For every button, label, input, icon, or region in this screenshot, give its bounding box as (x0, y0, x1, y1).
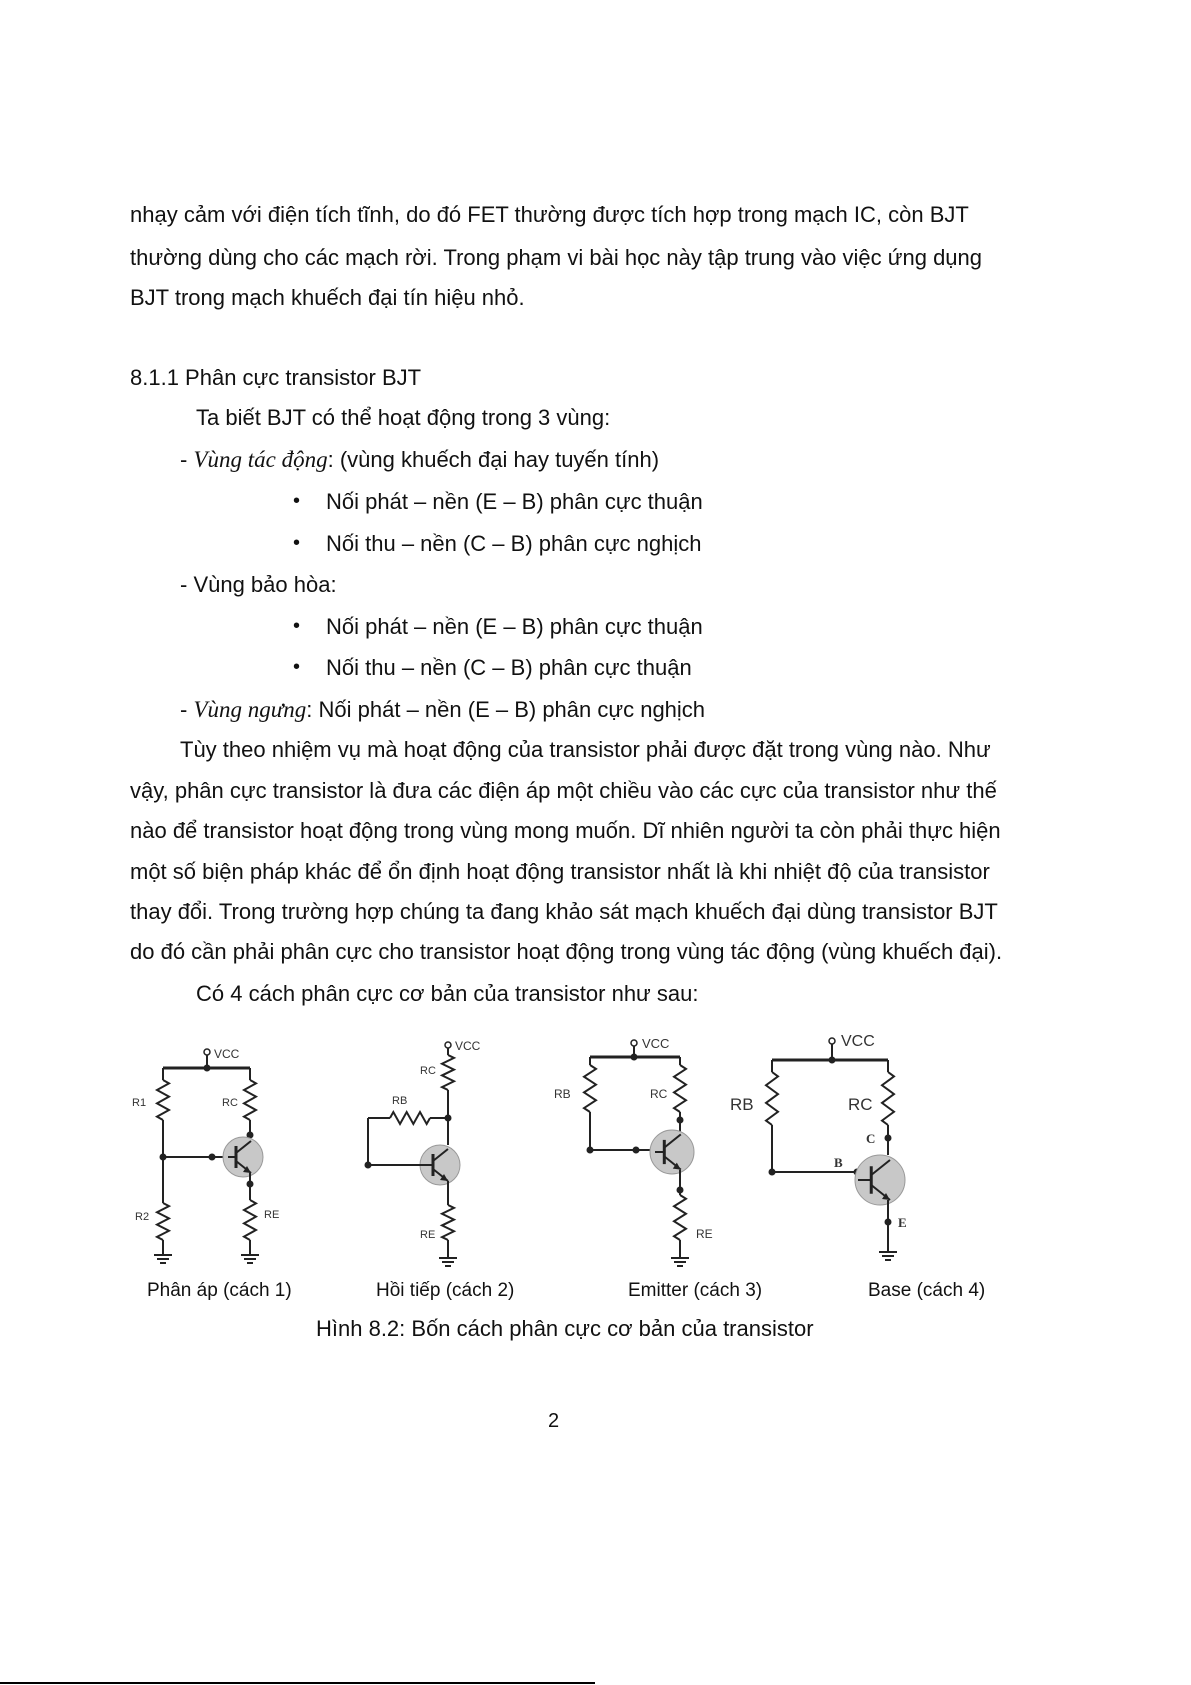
vcc-terminal-icon (631, 1040, 637, 1046)
circuit-label-r2: R2 (135, 1211, 150, 1223)
caption-emitter: Emitter (cách 3) (628, 1280, 763, 1301)
bias-line-6: do đó cần phải phân cực cho transistor hoạt động trong vùng tác động (vùng khuếch đại). (130, 939, 1003, 964)
caption-feedback: Hồi tiếp (cách 2) (376, 1280, 515, 1301)
resistor-icon (674, 1195, 686, 1240)
region-name: Vùng tác động (193, 447, 328, 472)
vcc-terminal-icon (204, 1049, 210, 1055)
junction-dot (677, 1117, 684, 1124)
resistor-icon (157, 1080, 169, 1120)
resistor-icon (766, 1072, 778, 1125)
bias-line-1: Tùy theo nhiệm vụ mà hoạt động của transistor phải được đặt trong vùng nào. Như (180, 737, 991, 762)
circuit-label-vcc: VCC (455, 1039, 481, 1053)
circuit-label-rc: RC (848, 1095, 873, 1114)
intro-line-2: thường dùng cho các mạch rời. Trong phạm vi bài học này tập trung vào việc ứng dụng (130, 245, 983, 270)
bullet-icon: • (293, 532, 301, 554)
bullet-icon: • (293, 656, 301, 678)
bullet-icon: • (293, 615, 301, 637)
circuit-label-rc: RC (222, 1097, 238, 1109)
circuit-label-re: RE (696, 1227, 713, 1241)
saturation-region-heading: - Vùng bảo hòa: (180, 572, 337, 597)
resistor-icon (674, 1065, 686, 1112)
vcc-terminal-icon (445, 1042, 451, 1048)
resistor-icon (882, 1072, 894, 1125)
circuit-label-rb: RB (392, 1095, 408, 1107)
region-name: Vùng ngưng (193, 697, 307, 722)
circuit-label-vcc: VCC (841, 1033, 875, 1050)
footer-rule (0, 1682, 595, 1684)
region-desc: : Nối phát – nền (E – B) phân cực nghịch (306, 697, 706, 722)
circuit-label-c: C (866, 1131, 876, 1146)
bullet-item: Nối thu – nền (C – B) phân cực nghịch (326, 531, 702, 556)
section-heading: 8.1.1 Phân cực transistor BJT (130, 365, 422, 390)
circuit-label-e: E (898, 1215, 907, 1230)
junction-dot (677, 1187, 684, 1194)
bias-line-2: vậy, phân cực transistor là đưa các điện áp một chiều vào các cực của transistor như thế (130, 778, 997, 803)
caption-voltage-divider: Phân áp (cách 1) (147, 1280, 292, 1301)
resistor-icon (442, 1205, 454, 1240)
dash: - (180, 697, 194, 722)
circuit-label-vcc: VCC (214, 1047, 240, 1061)
resistor-icon (442, 1055, 454, 1090)
bullet-icon: • (293, 490, 301, 512)
bullet-item: Nối thu – nền (C – B) phân cực thuận (326, 655, 692, 680)
junction-dot (885, 1219, 892, 1226)
bias-line-5: thay đổi. Trong trường hợp chúng ta đang khảo sát mạch khuếch đại dùng transistor BJT (130, 899, 998, 924)
resistor-icon (157, 1203, 169, 1240)
resistor-icon (390, 1112, 430, 1124)
circuit-label-re: RE (420, 1229, 436, 1241)
page-number: 2 (548, 1410, 560, 1432)
circuit-label-rc: RC (650, 1087, 668, 1101)
junction-dot (885, 1135, 892, 1142)
junction-dot (631, 1054, 638, 1061)
bias-line-3: nào để transistor hoạt động trong vùng mong muốn. Dĩ nhiên người ta còn phải thực hiện (130, 818, 1001, 843)
intro-line-1: nhạy cảm với điện tích tĩnh, do đó FET thường được tích hợp trong mạch IC, còn BJT (130, 202, 969, 227)
figure-title: Hình 8.2: Bốn cách phân cực cơ bản của transistor (316, 1316, 814, 1341)
vcc-terminal-icon (829, 1038, 835, 1044)
junction-dot (247, 1181, 254, 1188)
junction-dot (633, 1147, 640, 1154)
circuit-label-rc: RC (420, 1065, 436, 1077)
circuit-label-r1: R1 (132, 1097, 147, 1109)
circuit-label-b: B (834, 1155, 843, 1170)
region-desc: : (vùng khuếch đại hay tuyến tính) (327, 447, 660, 472)
methods-intro: Có 4 cách phân cực cơ bản của transistor như sau: (196, 981, 699, 1006)
intro-line-3: BJT trong mạch khuếch đại tín hiệu nhỏ. (130, 285, 525, 310)
bullet-item: Nối phát – nền (E – B) phân cực thuận (326, 614, 703, 639)
junction-dot (209, 1154, 216, 1161)
circuit-label-rb: RB (730, 1095, 754, 1114)
junction-dot (829, 1057, 836, 1064)
circuit-label-vcc: VCC (642, 1036, 670, 1051)
regions-intro: Ta biết BJT có thể hoạt động trong 3 vùng: (196, 405, 611, 430)
resistor-icon (244, 1200, 256, 1240)
resistor-icon (244, 1080, 256, 1120)
circuit-label-rb: RB (554, 1087, 571, 1101)
resistor-icon (584, 1065, 596, 1112)
caption-base: Base (cách 4) (868, 1280, 986, 1301)
bullet-item: Nối phát – nền (E – B) phân cực thuận (326, 489, 703, 514)
dash: - (180, 447, 194, 472)
circuit-label-re: RE (264, 1209, 280, 1221)
bias-line-4: một số biện pháp khác để ổn định hoạt động transistor nhất là khi nhiệt độ của transistor (130, 859, 990, 884)
junction-dot (204, 1065, 211, 1072)
